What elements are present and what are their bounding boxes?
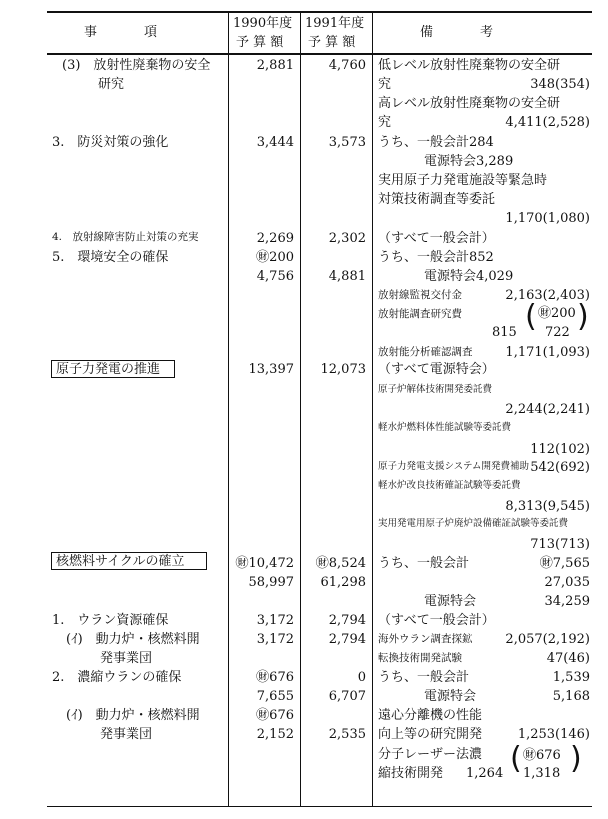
row4-note5a: 815 (492, 325, 517, 340)
row8-1991: 2,794 (328, 632, 366, 647)
row3-note1: （すべて一般会計） (378, 231, 495, 246)
row9-item: 2. 濃縮ウランの確保 (52, 670, 182, 685)
row10-1991: 2,535 (328, 727, 366, 742)
header-1991-line2: 予 算 額 (308, 35, 356, 50)
row6-note1b: ㊖7,565 (539, 556, 590, 571)
row6-1991-debt: ㊖8,524 (315, 556, 366, 571)
row4-note1: うち、一般会計852 (378, 250, 494, 265)
row2-note5: 1,170(1,080) (505, 211, 590, 226)
column-divider-2 (300, 11, 301, 807)
row9-1991-zero: 0 (357, 670, 366, 685)
row4-note3b: 2,163(2,403) (505, 288, 590, 303)
table-bottom-rule (47, 806, 592, 807)
row9-1990: 7,655 (256, 689, 294, 704)
row5-note4: 軽水炉燃料体性能試験等委託費 (378, 422, 512, 433)
row2-1991: 3,573 (328, 135, 366, 150)
row4-note6a: 放射能分析確認調査 (378, 346, 473, 358)
row8-item-cont: 発事業団 (100, 651, 153, 666)
row1-item: (3) 放射性廃棄物の安全 (62, 58, 211, 73)
row9-note1b: 1,539 (552, 670, 590, 685)
row1-note4a: 究 (378, 115, 392, 130)
row1-item-cont: 研究 (98, 77, 125, 92)
row8-note2a: 転換技術開発試験 (378, 652, 462, 664)
row5-1990: 13,397 (248, 362, 294, 377)
row4-1990: 4,756 (256, 269, 294, 284)
row7-1991: 2,794 (328, 613, 366, 628)
row5-note1: （すべて電源特会） (378, 362, 495, 377)
row1-note3: 高レベル放射性廃棄物の安全研 (378, 96, 561, 111)
row2-1990: 3,444 (256, 135, 294, 150)
row10-item: (ｲ) 動力炉・核燃料開 (66, 708, 200, 723)
column-divider-3 (372, 11, 373, 807)
row7-note1: （すべて一般会計） (378, 613, 495, 628)
row2-note1: うち、一般会計284 (378, 135, 494, 150)
row1-note1: 低レベル放射性廃棄物の安全研 (378, 58, 561, 73)
row10-note3: 分子レーザー法濃 (378, 747, 483, 762)
row1-1990: 2,881 (256, 58, 294, 73)
row10-note2a: 向上等の研究開発 (378, 727, 483, 742)
row6-note3a: 電源特会 (424, 594, 477, 609)
row3-1990: 2,269 (256, 231, 294, 246)
row8-item: (ｲ) 動力炉・核燃料開 (66, 632, 200, 647)
row6-1991: 61,298 (320, 575, 366, 590)
row10-note4d: 1,318 (523, 766, 561, 781)
row9-note1a: うち、一般会計 (378, 670, 470, 685)
header-remarks: 備 考 (420, 25, 496, 40)
row2-note2: 電源特会3,289 (424, 154, 514, 169)
row6-1990: 58,997 (248, 575, 294, 590)
row9-1990-debt: ㊖676 (256, 670, 294, 685)
row5-note10: 713(713) (530, 537, 590, 552)
row3-item: 4. 放射線障害防止対策の充実 (52, 231, 199, 243)
row5-item: 原子力発電の推進 (56, 362, 161, 377)
row10-note1: 遠心分離機の性能 (378, 708, 483, 723)
row9-1991: 6,707 (328, 689, 366, 704)
row10-paren-open: ( (510, 741, 522, 776)
header-1990-line1: 1990年度 (233, 16, 293, 31)
row7-1990: 3,172 (256, 613, 294, 628)
row6-item: 核燃料サイクルの確立 (56, 554, 185, 569)
row10-item-cont: 発事業団 (100, 727, 153, 742)
row7-item: 1. ウラン資源確保 (52, 613, 169, 628)
row9-note2b: 5,168 (552, 689, 590, 704)
row10-note4c: ㊖676 (523, 748, 561, 763)
row4-note6b: 1,171(1,093) (505, 345, 590, 360)
row1-note4b: 4,411(2,528) (505, 115, 590, 130)
row4-note5b: ㊖200 (538, 306, 576, 321)
row1-note2a: 究 (378, 77, 392, 92)
row3-1991: 2,302 (328, 231, 366, 246)
row5-note5: 112(102) (530, 442, 590, 457)
row4-note5c: 722 (545, 325, 570, 340)
row1-1991: 4,760 (328, 58, 366, 73)
row10-note4b: 1,264 (466, 766, 504, 781)
header-1991-line1: 1991年度 (305, 16, 365, 31)
row4-1991: 4,881 (328, 269, 366, 284)
row4-note3a: 放射線監視交付金 (378, 289, 462, 301)
row10-note4a: 縮技術開発 (378, 766, 444, 781)
row10-note2b: 1,253(146) (517, 727, 590, 742)
row8-note1a: 海外ウラン調査探鉱 (378, 633, 473, 645)
row10-1990-debt: ㊖676 (256, 708, 294, 723)
row4-paren-close: ) (577, 299, 589, 334)
row6-1990-debt: ㊖10,472 (235, 556, 294, 571)
row9-note2a: 電源特会 (424, 689, 477, 704)
row6-note1a: うち、一般会計 (378, 556, 470, 571)
row6-note2: 27,035 (544, 575, 590, 590)
row10-1990: 2,152 (256, 727, 294, 742)
row4-note4: 放射能調査研究費 (378, 308, 462, 320)
row2-item: 3. 防災対策の強化 (52, 135, 169, 150)
header-1990-line2: 予 算 額 (236, 35, 284, 50)
header-item: 事 項 (84, 25, 160, 40)
row6-note3b: 34,259 (544, 594, 590, 609)
row10-paren-close: ) (570, 741, 582, 776)
row2-note4: 対策技術調査等委託 (378, 192, 496, 207)
row8-note1b: 2,057(2,192) (505, 632, 590, 647)
header-bottom-rule (47, 53, 592, 55)
row5-note3: 2,244(2,241) (505, 402, 590, 417)
row4-item: 5. 環境安全の確保 (52, 250, 169, 265)
row2-note3: 実用原子力発電施設等緊急時 (378, 173, 548, 188)
row5-note8: 8,313(9,545) (505, 499, 590, 514)
row5-note7: 軽水炉改良技術確証試験等委託費 (378, 480, 521, 491)
row4-paren-open: ( (525, 299, 537, 334)
row8-note2b: 47(46) (546, 651, 590, 666)
row8-1990: 3,172 (256, 632, 294, 647)
row4-1990-debt: ㊖200 (256, 250, 294, 265)
row5-note6b: 542(692) (530, 460, 590, 475)
row5-1991: 12,073 (320, 362, 366, 377)
row5-note2: 原子炉解体技術開発委託費 (378, 384, 493, 395)
row4-note2: 電源特会4,029 (424, 269, 514, 284)
row1-note2b: 348(354) (530, 77, 590, 92)
row5-note9: 実用発電用原子炉廃炉設備確証試験等委託費 (378, 518, 569, 529)
table-top-rule (47, 11, 592, 13)
row5-note6a: 原子力発電支援システム開発費補助 (378, 461, 530, 472)
column-divider-1 (228, 11, 229, 807)
